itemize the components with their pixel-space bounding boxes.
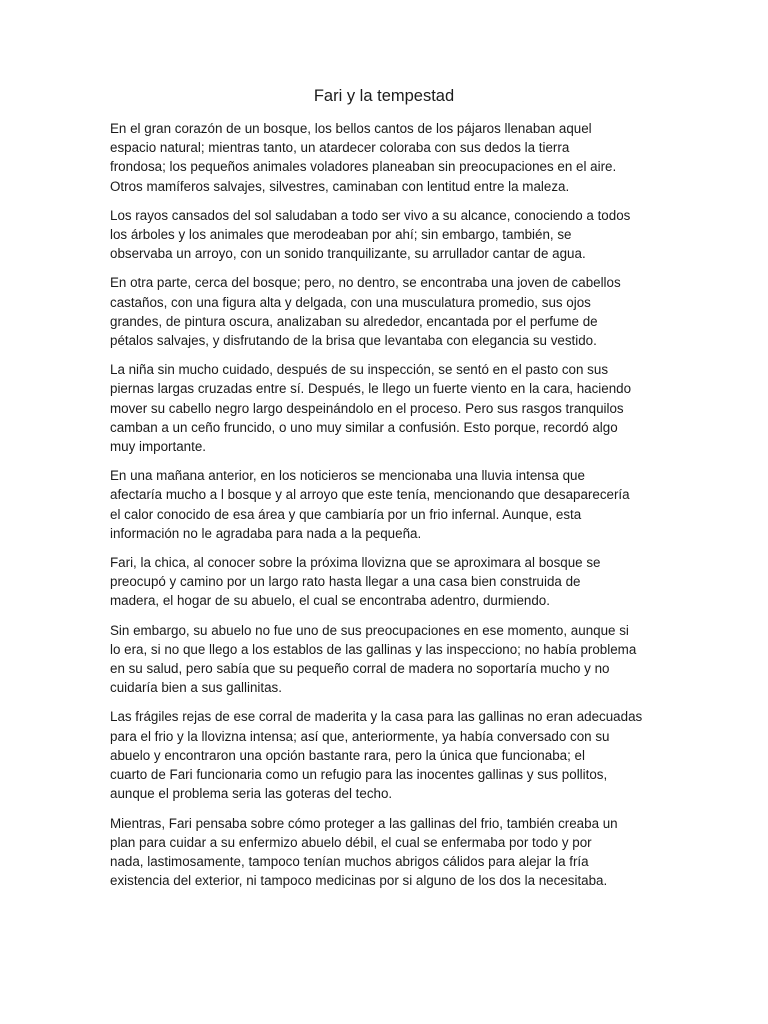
paragraph-7: Sin embargo, su abuelo no fue uno de sus preocupaciones en ese momento, aunque si lo era, si no que llego a los establos de las gallinas y las inspecciono; no había problema en su salud, pero sabía que su pequeño corral de madera no soportaría mucho y no cuidaría bien a sus gallinitas.: [110, 622, 637, 696]
paragraph-6: Fari, la chica, al conocer sobre la próxima llovizna que se aproximara al bosque se preocupó y camino por un largo rato hasta llegar a una casa bien construida de madera, el hogar de su abuelo, el cual se encontraba adentro, durmiendo.: [110, 555, 601, 609]
paragraph-9: Mientras, Fari pensaba sobre cómo proteger a las gallinas del frio, también creaba un plan para cuidar a su enfermizo abuelo débil, el cual se enfermaba por todo y por nada, lastimosamente, tampoco tenían muchos abrigos cálidos para alejar la fría existencia del exterior, ni tampoco medicinas por si alguno de los dos la necesitaba.: [110, 815, 618, 889]
paragraph-1: En el gran corazón de un bosque, los bellos cantos de los pájaros llenaban aquel espacio natural; mientras tanto, un atardecer coloraba con sus dedos la tierra frondosa; los pequeños animales voladores planeaban sin preocupaciones en el aire. Otros mamíferos salvajes, silvestres, caminaban con lentitud entre la maleza.: [110, 121, 617, 194]
document-body: [110, 119, 662, 900]
document-title: Fari y la tempestad: [313, 87, 455, 105]
paragraph-3: En otra parte, cerca del bosque; pero, no dentro, se encontraba una joven de cabellos castaños, con una figura alta y delgada, con una musculatura promedio, sus ojos grandes, de pintura oscura, analizaban su alrededor, encantada por el perfume de pétalos salvajes, y disfrutando de la brisa que levantaba con elegancia su vestido.: [110, 275, 621, 349]
paragraph-5: En una mañana anterior, en los noticieros se mencionaba una lluvia intensa que afectaría mucho a l bosque y al arroyo que este tenía, mencionando que desaparecería el calor conocido de esa área y que cambiaría por un frio infernal. Aunque, esta información no le agradaba para nada a la pequeña.: [110, 468, 630, 541]
paragraph-8: Las frágiles rejas de ese corral de maderita y la casa para las gallinas no eran adecuadas para el frio y la llovizna intensa; así que, anteriormente, ya había conversado con su abuelo y encontraron una opción bastante rara, pero la única que funcionaba; el cuarto de Fari funcionaria como un refugio para las inocentes gallinas y sus pollitos, aunque el problema seria las goteras del techo.: [110, 709, 643, 802]
paragraph-2: Los rayos cansados del sol saludaban a todo ser vivo a su alcance, conociendo a todos los árboles y los animales que merodeaban por ahí; sin embargo, también, se observaba un arroyo, con un sonido tranquilizante, su arrullador cantar de agua.: [110, 207, 631, 262]
paragraph-4: La niña sin mucho cuidado, después de su inspección, se sentó en el pasto con sus piernas largas cruzadas entre sí. Después, le llego un fuerte viento en la cara, haciendo mover su cabello negro largo despeinándolo en el proceso. Pero sus rasgos tranquilos camban a un ceño fruncido, o uno muy similar a confusión. Esto porque, recordó algo muy importante.: [110, 362, 632, 455]
